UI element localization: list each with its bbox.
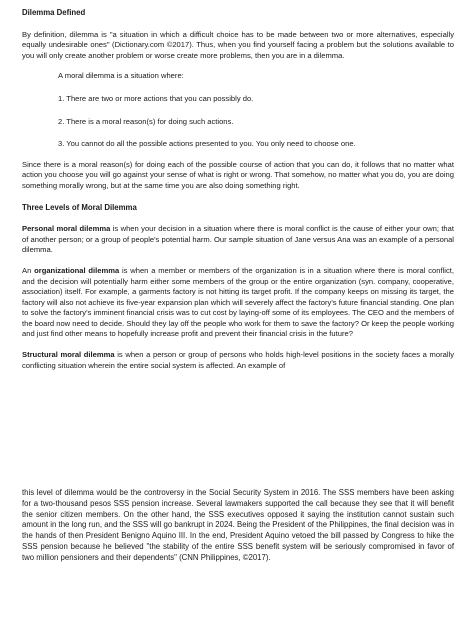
organizational-dilemma-text: is when a member or members of the organization is in a situation where there is moral conflict, and the decision will potentially harm either some members of the group or the entire organization (syn. company, cooperative, association) itself. For example, a garments factory is not hitting its target profit. If the company keeps on missing its target, the factory will also not achieve its five-year expansion plan which will severely affect the factory's future financial standing. One plan to solve the factory's imminent financial crisis was to cut cost by laying-off some of its employees. The CEO and the members of the board now need to decide. Should they lay off the people who work for them to save the factory? Or keep the people working and just find other means to hopefully increase profit and prevent their financial crisis in the future? xyxy=(22,265,454,339)
conclusion-paragraph: Since there is a moral reason(s) for doing each of the possible course of action that you can do, it follows that no matter what action you choose you will go against your sense of what is right or wrong. That somehow, no matter what you do, you are doing something morally wrong, but at the same time you are also doing something right. xyxy=(22,159,454,190)
organizational-dilemma-paragraph xyxy=(22,266,454,340)
organizational-dilemma-term: organizational dilemma xyxy=(34,265,120,275)
condition-item-1: 1. There are two or more actions that you can possibly do. xyxy=(58,93,254,103)
personal-dilemma-text: is when your decision in a situation where there is moral conflict is the cause of either your own; that of another person; or a group of people's potential harm. Our sample situation of Jane versus Ana was an example of a personal dilemma. xyxy=(22,224,454,255)
organizational-prefix: An xyxy=(22,265,35,275)
personal-dilemma-term: Personal moral dilemma xyxy=(22,224,111,234)
condition-item-2: 2. There is a moral reason(s) for doing such actions. xyxy=(58,116,234,126)
personal-dilemma-paragraph xyxy=(22,224,454,256)
moral-dilemma-intro: A moral dilemma is a situation where: xyxy=(58,71,184,81)
structural-dilemma-term: Structural moral dilemma xyxy=(22,350,115,360)
sss-example-paragraph: this level of dilemma would be the controversy in the Social Security System in 2016. The SSS members have been asking for a two-thousand pesos SSS pension increase. Several lawmakers supported the call because they see that it will benefit the senior citizen members. On the other hand, the SSS executives opposed it saying the institution cannot sustain such amount in the long run, and the SSS will go bankrupt in 2024. Being the President of the Philippines, the final decision was in the hands of then President Benigno Aquino III. In the end, President Aquino vetoed the bill passed by Congress to hike the SSS pension because he believed "the stability of the entire SSS benefit system will be seriously compromised in favor of two million pensioners and their dependents" (CNN Philippines, ©2017). xyxy=(22,488,454,562)
section-heading-dilemma-defined: Dilemma Defined xyxy=(22,8,86,17)
condition-item-3: 3. You cannot do all the possible actions presented to you. You only need to choose one. xyxy=(58,139,356,149)
document-page-continuation xyxy=(22,488,454,564)
structural-dilemma-paragraph xyxy=(22,350,454,371)
definition-paragraph: By definition, dilemma is "a situation in which a difficult choice has to be made between two or more alternatives, especially equally undesirable ones" (Dictionary.com ©2017). Thus, when you find yourself facing a problem but the solutions available to you will only create another problem or worse create more problems, then you are in a dilemma. xyxy=(22,29,454,60)
structural-dilemma-text: is when a person or group of persons who holds high-level positions in the society faces a morally conflicting situation wherein the entire social system is affected. An example of xyxy=(22,350,454,370)
document-page-top xyxy=(22,8,454,371)
section-heading-three-levels: Three Levels of Moral Dilemma xyxy=(22,202,137,212)
